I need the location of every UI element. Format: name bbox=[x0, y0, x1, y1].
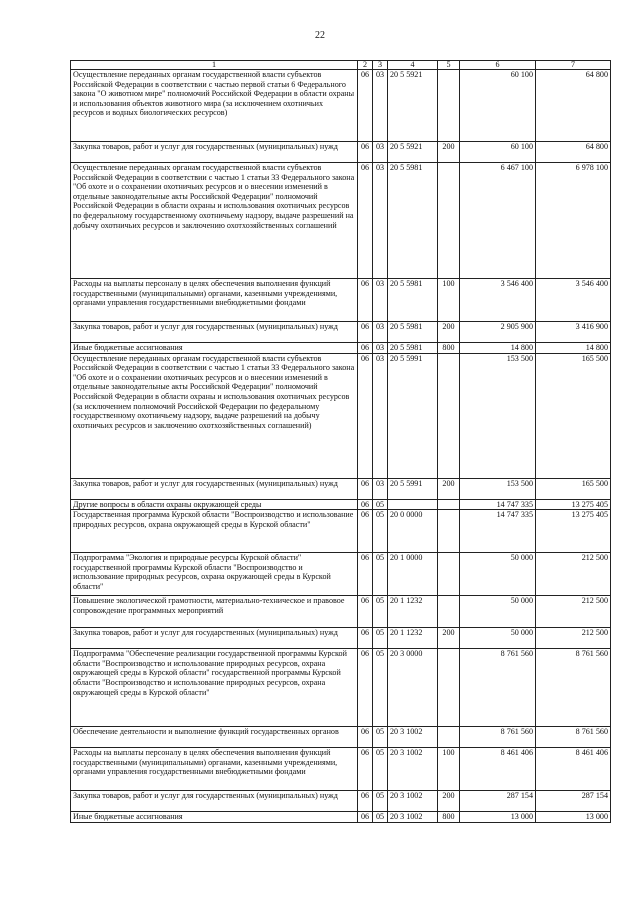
subsection-code: 05 bbox=[373, 649, 388, 727]
subsection-code: 05 bbox=[373, 628, 388, 649]
subsection-code: 05 bbox=[373, 499, 388, 510]
section-code: 06 bbox=[358, 70, 373, 142]
amount-col7: 8 761 560 bbox=[536, 649, 611, 727]
item-name: Осуществление переданных органам государственной власти субъектов Российской Федерации в соответствии с частью 1 статьи 33 Федерального закона "Об охоте и о сохранении охотничьих ресурсов и о внесении изменений в отдельные законодательные акты Российской Федерации" полномочий Российской Федерации в области охраны и использования охотничьих ресурсов (за исключением полномочий Российской Федерации по федеральному государственному охотничьему надзору, выдаче разрешений на добычу охотничьих ресурсов и заключению охотхозяйственных соглашений) bbox=[71, 353, 358, 478]
item-name: Расходы на выплаты персоналу в целях обеспечения выполнения функций государственными (муниципальными) органами, казенными учреждениями, органами управления государственными внебюджетными фондами bbox=[71, 748, 358, 791]
table-row bbox=[71, 279, 611, 322]
subsection-code: 05 bbox=[373, 791, 388, 812]
header-cell: 4 bbox=[388, 61, 438, 70]
target-article-code: 20 5 5981 bbox=[388, 279, 438, 322]
expense-type-code bbox=[438, 596, 460, 628]
amount-col6: 153 500 bbox=[460, 478, 536, 499]
item-name: Подпрограмма "Экология и природные ресурсы Курской области" государственной программы Курской области "Воспроизводство и использование природных ресурсов, охрана окружающей среды в Курской области" bbox=[71, 553, 358, 596]
table-row bbox=[71, 628, 611, 649]
target-article-code: 20 5 5921 bbox=[388, 142, 438, 163]
amount-col7: 3 546 400 bbox=[536, 279, 611, 322]
amount-col7: 165 500 bbox=[536, 478, 611, 499]
target-article-code: 20 5 5921 bbox=[388, 70, 438, 142]
item-name: Иные бюджетные ассигнования bbox=[71, 343, 358, 354]
item-name: Обеспечение деятельности и выполнение функций государственных органов bbox=[71, 727, 358, 748]
header-cell: 6 bbox=[460, 61, 536, 70]
header-cell: 5 bbox=[438, 61, 460, 70]
table-row bbox=[71, 812, 611, 823]
budget-table bbox=[70, 60, 611, 823]
expense-type-code: 200 bbox=[438, 628, 460, 649]
item-name: Закупка товаров, работ и услуг для государственных (муниципальных) нужд bbox=[71, 478, 358, 499]
amount-col7: 8 761 560 bbox=[536, 727, 611, 748]
section-code: 06 bbox=[358, 478, 373, 499]
section-code: 06 bbox=[358, 322, 373, 343]
table-row bbox=[71, 142, 611, 163]
amount-col6: 8 761 560 bbox=[460, 649, 536, 727]
item-name: Закупка товаров, работ и услуг для государственных (муниципальных) нужд bbox=[71, 322, 358, 343]
expense-type-code: 100 bbox=[438, 279, 460, 322]
amount-col7: 6 978 100 bbox=[536, 163, 611, 279]
table-row bbox=[71, 596, 611, 628]
amount-col7: 3 416 900 bbox=[536, 322, 611, 343]
subsection-code: 05 bbox=[373, 748, 388, 791]
amount-col6: 153 500 bbox=[460, 353, 536, 478]
table-row bbox=[71, 322, 611, 343]
target-article-code: 20 3 0000 bbox=[388, 649, 438, 727]
expense-type-code: 200 bbox=[438, 478, 460, 499]
table-row bbox=[71, 499, 611, 510]
amount-col7: 287 154 bbox=[536, 791, 611, 812]
amount-col6: 60 100 bbox=[460, 70, 536, 142]
amount-col6: 60 100 bbox=[460, 142, 536, 163]
target-article-code: 20 1 1232 bbox=[388, 596, 438, 628]
amount-col6: 14 800 bbox=[460, 343, 536, 354]
expense-type-code: 200 bbox=[438, 791, 460, 812]
item-name: Подпрограмма "Обеспечение реализации государственной программы Курской области "Воспроизводство и использование природных ресурсов, охрана окружающей среды в Курской области" государственной программы Курской области "Воспроизводство и использование природных ресурсов, охрана окружающей среды в Курской области" bbox=[71, 649, 358, 727]
amount-col6: 13 000 bbox=[460, 812, 536, 823]
table-row bbox=[71, 353, 611, 478]
item-name: Осуществление переданных органам государственной власти субъектов Российской Федерации в соответствии с частью первой статьи 6 Федерального закона "О животном мире" полномочий Российской Федерации в области охраны и использования объектов животного мира (за исключением охотничьих ресурсов и водных биологических ресурсов) bbox=[71, 70, 358, 142]
subsection-code: 03 bbox=[373, 353, 388, 478]
item-name: Осуществление переданных органам государственной власти субъектов Российской Федерации в соответствии с частью 1 статьи 33 Федерального закона "Об охоте и о сохранении охотничьих ресурсов и о внесении изменений в отдельные законодательные акты Российской Федерации" полномочий Российской Федерации в области охраны и использования охотничьих ресурсов по федеральному государственному охотничьему надзору, выдаче разрешений на добычу охотничьих ресурсов и заключению охотхозяйственных соглашений bbox=[71, 163, 358, 279]
target-article-code: 20 3 1002 bbox=[388, 791, 438, 812]
expense-type-code bbox=[438, 510, 460, 553]
amount-col6: 3 546 400 bbox=[460, 279, 536, 322]
subsection-code: 03 bbox=[373, 478, 388, 499]
table-row bbox=[71, 649, 611, 727]
amount-col7: 212 500 bbox=[536, 628, 611, 649]
table-row bbox=[71, 748, 611, 791]
target-article-code: 20 0 0000 bbox=[388, 510, 438, 553]
section-code: 06 bbox=[358, 812, 373, 823]
amount-col6: 14 747 335 bbox=[460, 499, 536, 510]
header-cell: 7 bbox=[536, 61, 611, 70]
item-name: Повышение экологической грамотности, материально-техническое и правовое сопровождение программных мероприятий bbox=[71, 596, 358, 628]
header-cell: 2 bbox=[358, 61, 373, 70]
table-row bbox=[71, 553, 611, 596]
expense-type-code bbox=[438, 353, 460, 478]
target-article-code: 20 3 1002 bbox=[388, 748, 438, 791]
subsection-code: 05 bbox=[373, 510, 388, 553]
page-number: 22 bbox=[315, 30, 325, 41]
amount-col7: 165 500 bbox=[536, 353, 611, 478]
subsection-code: 03 bbox=[373, 322, 388, 343]
item-name: Закупка товаров, работ и услуг для государственных (муниципальных) нужд bbox=[71, 791, 358, 812]
target-article-code: 20 5 5991 bbox=[388, 478, 438, 499]
expense-type-code bbox=[438, 70, 460, 142]
amount-col6: 8 461 406 bbox=[460, 748, 536, 791]
amount-col7: 14 800 bbox=[536, 343, 611, 354]
table-row bbox=[71, 791, 611, 812]
item-name: Другие вопросы в области охраны окружающей среды bbox=[71, 499, 358, 510]
target-article-code: 20 3 1002 bbox=[388, 727, 438, 748]
subsection-code: 05 bbox=[373, 812, 388, 823]
section-code: 06 bbox=[358, 727, 373, 748]
section-code: 06 bbox=[358, 499, 373, 510]
section-code: 06 bbox=[358, 343, 373, 354]
section-code: 06 bbox=[358, 628, 373, 649]
item-name: Расходы на выплаты персоналу в целях обеспечения выполнения функций государственными (муниципальными) органами, казенными учреждениями, органами управления государственными внебюджетными фондами bbox=[71, 279, 358, 322]
subsection-code: 03 bbox=[373, 343, 388, 354]
amount-col7: 13 275 405 bbox=[536, 499, 611, 510]
target-article-code: 20 1 0000 bbox=[388, 553, 438, 596]
section-code: 06 bbox=[358, 163, 373, 279]
expense-type-code: 800 bbox=[438, 343, 460, 354]
subsection-code: 05 bbox=[373, 596, 388, 628]
target-article-code bbox=[388, 499, 438, 510]
section-code: 06 bbox=[358, 279, 373, 322]
expense-type-code: 100 bbox=[438, 748, 460, 791]
header-row bbox=[71, 61, 611, 70]
item-name: Иные бюджетные ассигнования bbox=[71, 812, 358, 823]
amount-col7: 13 000 bbox=[536, 812, 611, 823]
expense-type-code bbox=[438, 163, 460, 279]
amount-col6: 50 000 bbox=[460, 628, 536, 649]
target-article-code: 20 5 5991 bbox=[388, 353, 438, 478]
table-row bbox=[71, 727, 611, 748]
amount-col7: 64 800 bbox=[536, 70, 611, 142]
subsection-code: 03 bbox=[373, 142, 388, 163]
subsection-code: 03 bbox=[373, 70, 388, 142]
subsection-code: 03 bbox=[373, 279, 388, 322]
target-article-code: 20 1 1232 bbox=[388, 628, 438, 649]
expense-type-code bbox=[438, 553, 460, 596]
amount-col6: 8 761 560 bbox=[460, 727, 536, 748]
section-code: 06 bbox=[358, 353, 373, 478]
table-row bbox=[71, 163, 611, 279]
table-row bbox=[71, 343, 611, 354]
item-name: Закупка товаров, работ и услуг для государственных (муниципальных) нужд bbox=[71, 628, 358, 649]
amount-col6: 287 154 bbox=[460, 791, 536, 812]
section-code: 06 bbox=[358, 748, 373, 791]
section-code: 06 bbox=[358, 142, 373, 163]
amount-col7: 8 461 406 bbox=[536, 748, 611, 791]
amount-col7: 212 500 bbox=[536, 553, 611, 596]
item-name: Закупка товаров, работ и услуг для государственных (муниципальных) нужд bbox=[71, 142, 358, 163]
amount-col6: 50 000 bbox=[460, 596, 536, 628]
amount-col6: 6 467 100 bbox=[460, 163, 536, 279]
amount-col6: 14 747 335 bbox=[460, 510, 536, 553]
section-code: 06 bbox=[358, 649, 373, 727]
expense-type-code: 200 bbox=[438, 322, 460, 343]
table-row bbox=[71, 478, 611, 499]
expense-type-code: 200 bbox=[438, 142, 460, 163]
header-cell: 1 bbox=[71, 61, 358, 70]
expense-type-code: 800 bbox=[438, 812, 460, 823]
section-code: 06 bbox=[358, 596, 373, 628]
subsection-code: 05 bbox=[373, 553, 388, 596]
section-code: 06 bbox=[358, 553, 373, 596]
amount-col6: 2 905 900 bbox=[460, 322, 536, 343]
amount-col6: 50 000 bbox=[460, 553, 536, 596]
table-row bbox=[71, 510, 611, 553]
item-name: Государственная программа Курской области "Воспроизводство и использование природных ресурсов, охрана окружающей среды в Курской области" bbox=[71, 510, 358, 553]
target-article-code: 20 5 5981 bbox=[388, 343, 438, 354]
target-article-code: 20 5 5981 bbox=[388, 322, 438, 343]
expense-type-code bbox=[438, 727, 460, 748]
subsection-code: 03 bbox=[373, 163, 388, 279]
table-row bbox=[71, 70, 611, 142]
section-code: 06 bbox=[358, 510, 373, 553]
expense-type-code bbox=[438, 499, 460, 510]
target-article-code: 20 5 5981 bbox=[388, 163, 438, 279]
section-code: 06 bbox=[358, 791, 373, 812]
header-cell: 3 bbox=[373, 61, 388, 70]
expense-type-code bbox=[438, 649, 460, 727]
amount-col7: 13 275 405 bbox=[536, 510, 611, 553]
target-article-code: 20 3 1002 bbox=[388, 812, 438, 823]
amount-col7: 212 500 bbox=[536, 596, 611, 628]
amount-col7: 64 800 bbox=[536, 142, 611, 163]
table-body bbox=[71, 70, 611, 823]
subsection-code: 05 bbox=[373, 727, 388, 748]
